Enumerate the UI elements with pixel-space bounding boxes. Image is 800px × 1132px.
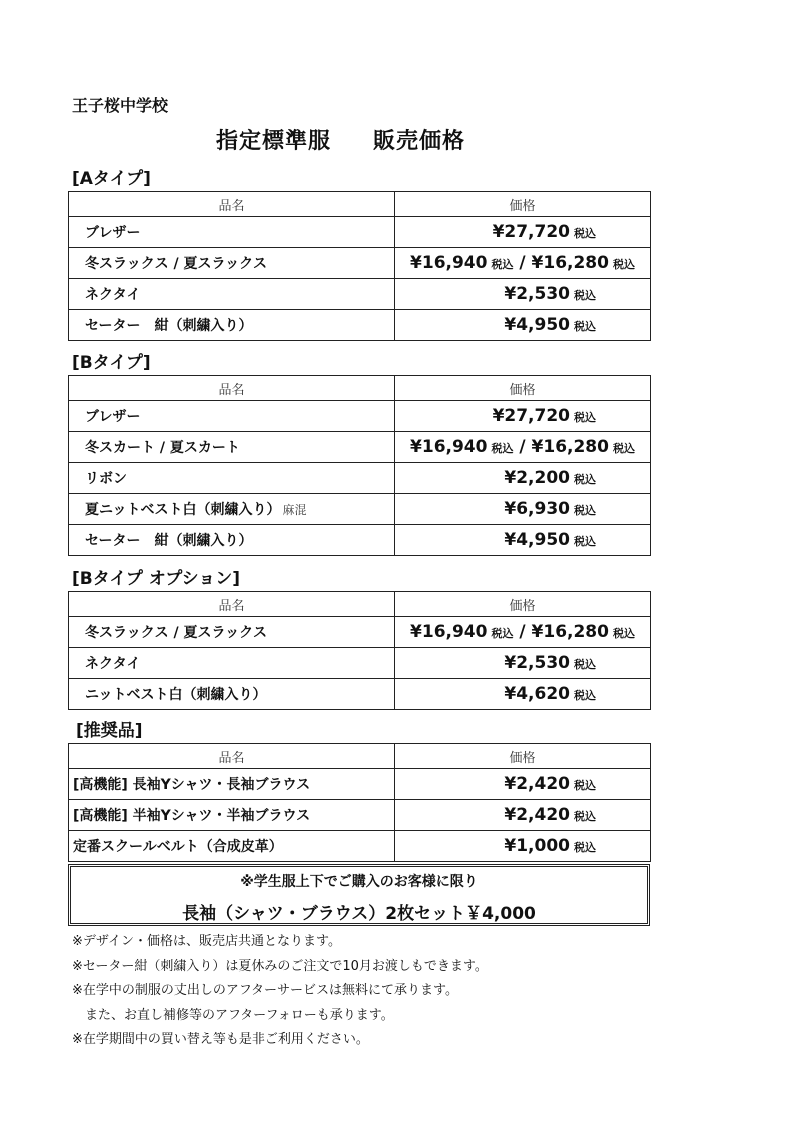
section-label-recommended: [推奨品] (76, 721, 143, 741)
table-row (69, 248, 651, 279)
section-label-a: [Aタイプ] (72, 169, 151, 189)
table-row (69, 679, 651, 710)
item-name: 定番スクールベルト（合成皮革） (69, 831, 395, 862)
section-label-b: [Bタイプ] (72, 353, 151, 373)
table-row (69, 617, 651, 648)
header-price: 価格 (395, 192, 651, 217)
item-price: ¥2,530 税込 (395, 279, 651, 310)
item-price: ¥2,420 税込 (395, 769, 651, 800)
table-row (69, 800, 651, 831)
promo-box (68, 864, 650, 926)
price-table-a (68, 191, 651, 341)
item-name: 冬スラックス / 夏スラックス (69, 617, 395, 648)
school-name: 王子桜中学校 (72, 96, 169, 115)
promo-condition: ※学生服上下でご購入のお客様に限り (240, 874, 478, 890)
price-table-b-option (68, 591, 651, 710)
price-table-recommended (68, 743, 651, 862)
table-header (69, 592, 651, 617)
item-price: ¥16,940 税込 / ¥16,280 税込 (395, 617, 651, 648)
item-price: ¥27,720 税込 (395, 401, 651, 432)
item-price: ¥2,530 税込 (395, 648, 651, 679)
item-name: [高機能] 半袖Yシャツ・半袖ブラウス (69, 800, 395, 831)
table-row (69, 432, 651, 463)
table-row (69, 279, 651, 310)
table-row (69, 310, 651, 341)
item-price: ¥2,420 税込 (395, 800, 651, 831)
table-row (69, 401, 651, 432)
note-line: ※セーター紺（刺繍入り）は夏休みのご注文で10月お渡しもできます。 (72, 958, 488, 974)
item-price: ¥2,200 税込 (395, 463, 651, 494)
table-row (69, 525, 651, 556)
item-name: [高機能] 長袖Yシャツ・長袖ブラウス (69, 769, 395, 800)
header-name: 品名 (69, 592, 395, 617)
table-row (69, 769, 651, 800)
promo-offer: 長袖（シャツ・ブラウス）2枚セット￥4,000 (182, 904, 536, 924)
item-name: セーター 紺（刺繍入り） (69, 525, 395, 556)
table-header (69, 744, 651, 769)
item-name: ネクタイ (69, 648, 395, 679)
page-title (216, 124, 465, 155)
header-name: 品名 (69, 744, 395, 769)
item-price: ¥6,930 税込 (395, 494, 651, 525)
note-line: ※在学中の制服の丈出しのアフターサービスは無料にて承ります。 (72, 983, 458, 998)
header-name: 品名 (69, 192, 395, 217)
item-name: ブレザー (69, 217, 395, 248)
item-name: リボン (69, 463, 395, 494)
price-table-b (68, 375, 651, 556)
header-name: 品名 (69, 376, 395, 401)
item-name: ニットベスト白（刺繍入り） (69, 679, 395, 710)
table-row (69, 831, 651, 862)
item-name: 冬スラックス / 夏スラックス (69, 248, 395, 279)
item-name: セーター 紺（刺繍入り） (69, 310, 395, 341)
header-price: 価格 (395, 744, 651, 769)
section-label-b-option: [Bタイプ オプション] (72, 569, 241, 589)
header-price: 価格 (395, 376, 651, 401)
item-name: ネクタイ (69, 279, 395, 310)
item-price: ¥4,950 税込 (395, 525, 651, 556)
item-name: 冬スカート / 夏スカート (69, 432, 395, 463)
item-price: ¥4,950 税込 (395, 310, 651, 341)
item-price: ¥16,940 税込 / ¥16,280 税込 (395, 432, 651, 463)
table-row (69, 494, 651, 525)
item-price: ¥1,000 税込 (395, 831, 651, 862)
item-price: ¥27,720 税込 (395, 217, 651, 248)
item-name: 夏ニットベスト白（刺繍入り） 麻混 (69, 494, 395, 525)
item-name: ブレザー (69, 401, 395, 432)
table-row (69, 217, 651, 248)
item-price: ¥16,940 税込 / ¥16,280 税込 (395, 248, 651, 279)
table-row (69, 463, 651, 494)
notes (72, 930, 488, 1053)
title-right: 販売価格 (373, 129, 466, 154)
note-line: また、お直し補修等のアフターフォローも承ります。 (72, 1007, 394, 1023)
table-header (69, 192, 651, 217)
title-left: 指定標準服 (216, 129, 332, 154)
material-note: 麻混 (282, 503, 307, 517)
table-header (69, 376, 651, 401)
item-price: ¥4,620 税込 (395, 679, 651, 710)
header-price: 価格 (395, 592, 651, 617)
note-line: ※在学期間中の買い替え等も是非ご利用ください。 (72, 1032, 369, 1047)
note-line: ※デザイン・価格は、販売店共通となります。 (72, 934, 341, 949)
table-row (69, 648, 651, 679)
